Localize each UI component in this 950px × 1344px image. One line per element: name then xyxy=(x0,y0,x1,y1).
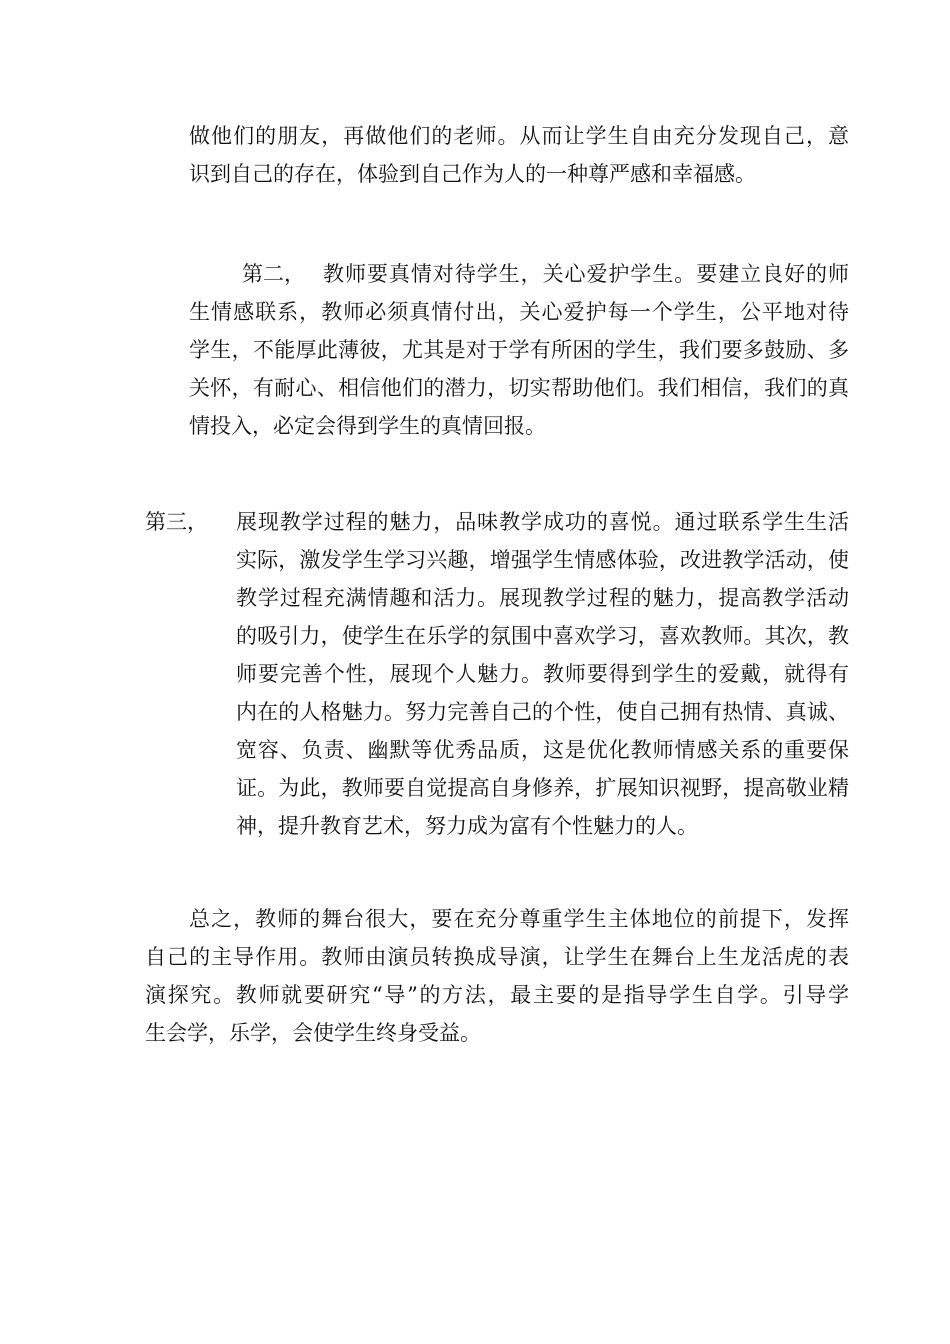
paragraph-line: 神，提升教育艺术，努力成为富有个性魅力的人。 xyxy=(236,814,698,838)
paragraph-line: 总之，教师的舞台很大，要在充分尊重学生主体地位的前提下，发挥 xyxy=(189,907,849,931)
paragraph-line: 生情感联系，教师必须真情付出，关心爱护每一个学生，公平地对待 xyxy=(189,300,849,324)
paragraph-line: 学生，不能厚此薄彼，尤其是对于学有所困的学生，我们要多鼓励、多 xyxy=(189,338,849,362)
paragraph-line: 展现教学过程的魅力，品味教学成功的喜悦。通过联系学生生活 xyxy=(236,510,849,534)
paragraph-line: 教学过程充满情趣和活力。展现教学过程的魅力，提高教学活动 xyxy=(236,586,849,610)
paragraph-line: 情投入，必定会得到学生的真情回报。 xyxy=(189,414,546,438)
section-label-third: 第三， xyxy=(145,510,208,534)
paragraph-line: 做他们的朋友，再做他们的老师。从而让学生自由充分发现自己，意 xyxy=(189,124,849,148)
paragraph-line: 关怀，有耐心、相信他们的潜力，切实帮助他们。我们相信，我们的真 xyxy=(189,376,849,400)
paragraph-line: 宽容、负责、幽默等优秀品质，这是优化教师情感关系的重要保 xyxy=(236,738,849,762)
paragraph-line: 教师要真情对待学生，关心爱护学生。要建立良好的师 xyxy=(323,262,849,286)
paragraph-line: 证。为此，教师要自觉提高自身修养，扩展知识视野，提高敬业精 xyxy=(236,776,849,800)
paragraph-line: 自己的主导作用。教师由演员转换成导演，让学生在舞台上生龙活虎的表 xyxy=(145,945,849,969)
paragraph-line: 实际，激发学生学习兴趣，增强学生情感体验，改进教学活动，使 xyxy=(236,548,849,572)
paragraph-line: 生会学，乐学，会使学生终身受益。 xyxy=(145,1021,481,1045)
paragraph-line: 内在的人格魅力。努力完善自己的个性，使自己拥有热情、真诚、 xyxy=(236,700,849,724)
paragraph-line: 演探究。教师就要研究“导”的方法，最主要的是指导学生自学。引导学 xyxy=(145,983,849,1007)
paragraph-line: 的吸引力，使学生在乐学的氛围中喜欢学习，喜欢教师。其次，教 xyxy=(236,624,849,648)
paragraph-line: 识到自己的存在，体验到自己作为人的一种尊严感和幸福感。 xyxy=(189,162,756,186)
paragraph-line: 师要完善个性，展现个人魅力。教师要得到学生的爱戴，就得有 xyxy=(236,662,849,686)
section-label-second: 第二， xyxy=(242,262,305,286)
